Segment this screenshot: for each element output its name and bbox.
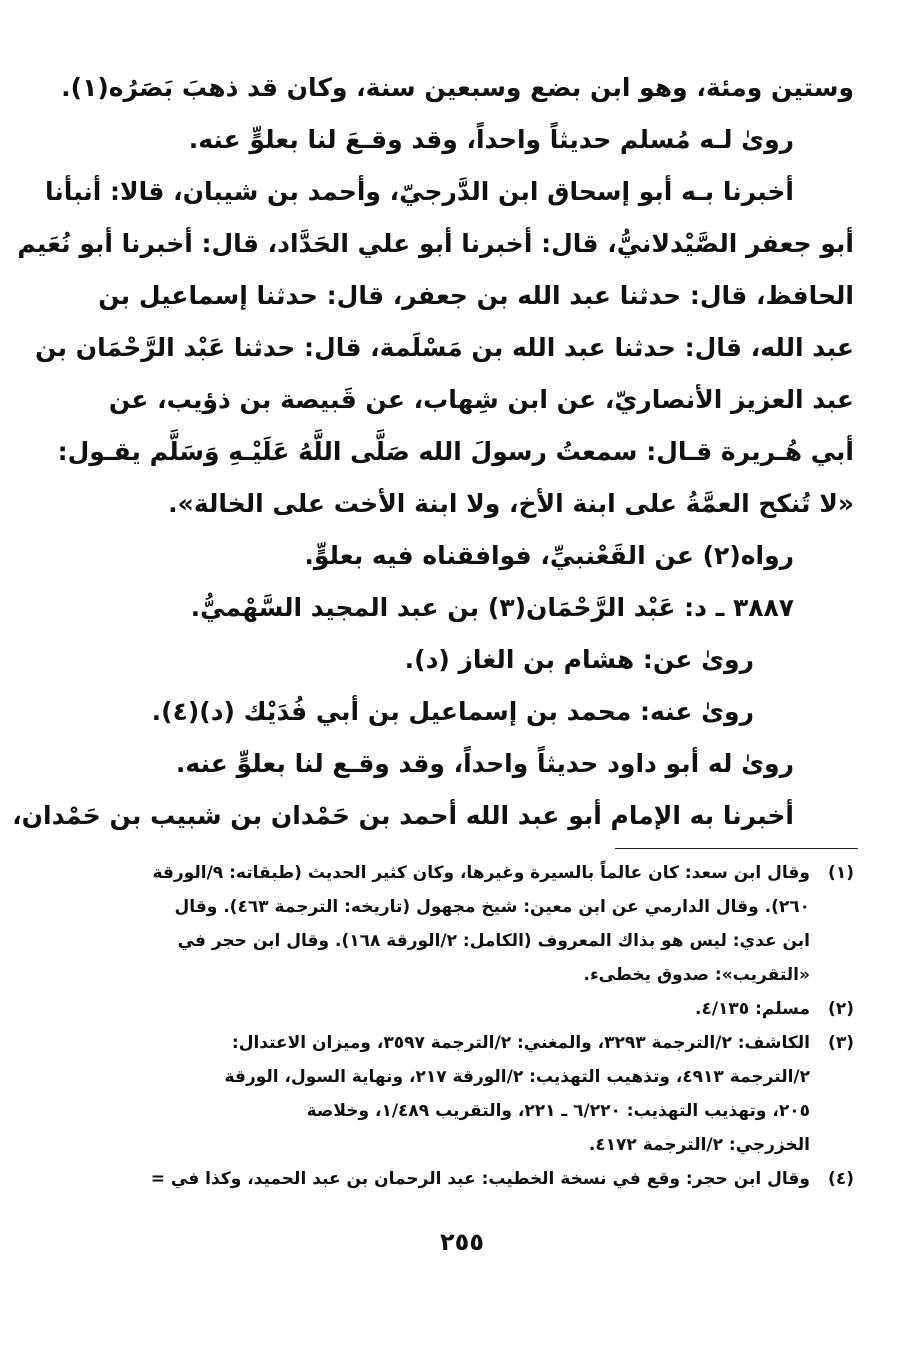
footnote-number: (٣)	[828, 1033, 854, 1053]
body-line: «لا تُنكح العمَّةُ على ابنة الأخ، ولا ابنة الأخت على الخالة».	[168, 489, 854, 518]
body-line: روىٰ عن: هشام بن الغاز (د).	[404, 645, 754, 674]
footnote-text: الكاشف: ٢/الترجمة ٣٢٩٣، والمغني: ٢/الترجمة ٣٥٩٧، وميزان الاعتدال:	[231, 1033, 810, 1053]
footnote-line	[122, 992, 854, 1026]
page-number: ٢٥٥	[440, 1228, 484, 1256]
footnote-line	[122, 1026, 854, 1060]
footnote-text: وقال ابن سعد: كان عالماً بالسيرة وغيرها، وكان كثير الحديث (طبقاته: ٩/الورقة	[152, 863, 810, 883]
footnote-divider	[615, 848, 858, 849]
body-line: أخبرنا به الإمام أبو عبد الله أحمد بن حَمْدان بن شبيب بن حَمْدان،	[12, 801, 794, 830]
body-line: رواه(٢) عن القَعْنبيِّ، فوافقناه فيه بعلوٍّ.	[304, 541, 794, 570]
footnotes	[122, 856, 854, 1196]
body-line: عبد العزيز الأنصاريّ، عن ابن شِهاب، عن قَبيصة بن ذؤيب، عن	[108, 385, 854, 414]
body-line: الحافظ، قال: حدثنا عبد الله بن جعفر، قال: حدثنا إسماعيل بن	[98, 281, 854, 310]
footnote-line: ابن عدي: ليس هو بذاك المعروف (الكامل: ٢/الورقة ١٦٨). وقال ابن حجر في	[177, 931, 810, 951]
body-line: أبي هُـريرة قـال: سمعتُ رسولَ الله صَلَّى اللَّهُ عَلَيْـهِ وَسَلَّم يقـول:	[57, 437, 854, 466]
footnote-number: (٢)	[828, 999, 854, 1019]
body-line: أبو جعفر الصَّيْدلانيُّ، قال: أخبرنا أبو علي الحَدَّاد، قال: أخبرنا أبو نُعَيم	[17, 229, 854, 258]
body-line: روىٰ لـه مُسلم حديثاً واحداً، وقد وقـعَ لنا بعلوٍّ عنه.	[188, 125, 794, 154]
entry-heading: ٣٨٨٧ ـ د: عَبْد الرَّحْمَان(٣) بن عبد المجيد السَّهْميُّ.	[190, 593, 794, 622]
main-text	[12, 62, 854, 842]
footnote-number: (٤)	[828, 1169, 854, 1189]
body-line: عبد الله، قال: حدثنا عبد الله بن مَسْلَمة، قال: حدثنا عَبْد الرَّحْمَان بن	[35, 333, 854, 362]
footnote-number: (١)	[828, 863, 854, 883]
footnote-line: ٢٦٠). وقال الدارمي عن ابن معين: شيخ مجهول (تاريخه: الترجمة ٤٦٣). وقال	[174, 897, 810, 917]
body-line: وستين ومئة، وهو ابن بضع وسبعين سنة، وكان قد ذهبَ بَصَرُه(١).	[61, 73, 854, 102]
footnote-text: وقال ابن حجر: وقع في نسخة الخطيب: عبد الرحمان بن عبد الحميد، وكذا في =	[150, 1169, 810, 1189]
body-line: روىٰ له أبو داود حديثاً واحداً، وقد وقـع لنا بعلوٍّ عنه.	[175, 749, 794, 778]
body-line: روىٰ عنه: محمد بن إسماعيل بن أبي فُدَيْك (د)(٤).	[151, 697, 754, 726]
footnote-line: الخزرجي: ٢/الترجمة ٤١٧٢.	[588, 1135, 810, 1155]
footnote-line: «التقريب»: صدوق يخطىء.	[583, 965, 810, 985]
body-line: أخبرنا بـه أبو إسحاق ابن الدَّرجيّ، وأحمد بن شيبان، قالا: أنبأنا	[45, 177, 794, 206]
footnote-line	[122, 856, 854, 890]
footnote-line: ٢٠٥، وتهذيب التهذيب: ٦/٢٢٠ ـ ٢٢١، والتقريب ١/٤٨٩، وخلاصة	[306, 1101, 810, 1121]
footnote-line	[122, 1162, 854, 1196]
footnote-text: مسلم: ٤/١٣٥.	[695, 999, 810, 1019]
footnote-line: ٢/الترجمة ٤٩١٣، وتذهيب التهذيب: ٢/الورقة ٢١٧، ونهاية السول، الورقة	[224, 1067, 810, 1087]
